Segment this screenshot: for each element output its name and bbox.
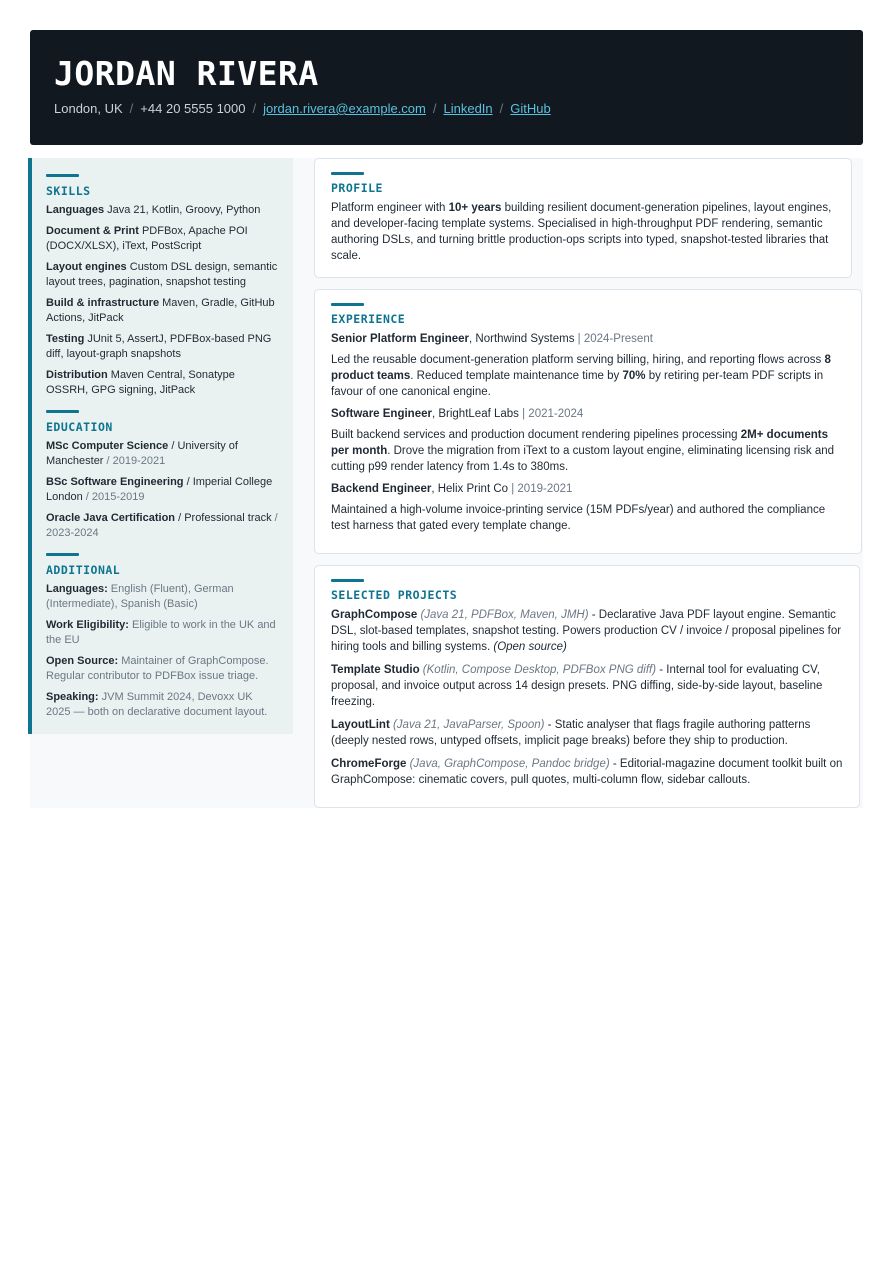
accent-bar bbox=[331, 172, 364, 175]
project-item: GraphCompose (Java 21, PDFBox, Maven, JMH) - Declarative Java PDF layout engine. Semantic DSL, slot-based templates, snapshot testing. Powers production CV / invoice / proposal pipelines for hiring tools and billing systems. (Open source) bbox=[331, 609, 842, 653]
section-title: SELECTED PROJECTS bbox=[331, 588, 458, 602]
linkedin-link[interactable]: LinkedIn bbox=[443, 101, 493, 116]
separator: / bbox=[432, 101, 437, 116]
profile-summary: Platform engineer with 10+ years building resilient document-generation pipelines, layout engines, and developer-facing template systems. Specialised in high-throughput PDF rendering, semantic authoring DSLs, and turning brittle production-ops scripts into typed, snapshot-tested libraries that scale. bbox=[331, 202, 832, 262]
sidebar bbox=[28, 158, 293, 734]
additional-item: Open Source: Maintainer of GraphCompose. Regular contributor to PDFBox issue triage. bbox=[46, 655, 269, 682]
additional-section bbox=[46, 553, 279, 720]
section-title: PROFILE bbox=[331, 181, 383, 195]
education-item: BSc Software Engineering / Imperial College London / 2015-2019 bbox=[46, 476, 273, 503]
skills-section bbox=[46, 174, 279, 398]
accent-bar bbox=[331, 303, 364, 306]
job-description: Maintained a high-volume invoice-printing service (15M PDFs/year) and authored the compliance test harness that gated every template change. bbox=[331, 504, 826, 532]
project-item: ChromeForge (Java, GraphCompose, Pandoc bridge) - Editorial-magazine document toolkit built on GraphCompose: cinematic covers, pull quotes, multi-column flow, sidebar callouts. bbox=[331, 758, 843, 786]
job-description: Built backend services and production document rendering pipelines processing 2M+ documents per month. Drove the migration from iText to a custom layout engine, eliminating licensing risk and cutting p99 render latency from 1.4s to 380ms. bbox=[331, 429, 835, 473]
accent-bar bbox=[46, 553, 79, 556]
education-item: Oracle Java Certification / Professional track / 2023-2024 bbox=[46, 512, 278, 539]
skill-item: Testing JUnit 5, AssertJ, PDFBox-based PNG diff, layout-graph snapshots bbox=[46, 333, 272, 360]
skill-item: Languages Java 21, Kotlin, Groovy, Python bbox=[46, 204, 261, 216]
additional-item: Languages: English (Fluent), German (Intermediate), Spanish (Basic) bbox=[46, 583, 234, 610]
section-title: ADDITIONAL bbox=[46, 563, 121, 577]
education-item: MSc Computer Science / University of Manchester / 2019-2021 bbox=[46, 440, 238, 467]
separator: / bbox=[129, 101, 134, 116]
skill-item: Document & Print PDFBox, Apache POI (DOCX/XLSX), iText, PostScript bbox=[46, 225, 248, 252]
skill-item: Build & infrastructure Maven, Gradle, GitHub Actions, JitPack bbox=[46, 297, 275, 324]
candidate-name: JORDAN RIVERA bbox=[54, 54, 319, 93]
job-heading: Senior Platform Engineer, Northwind Systems | 2024-Present bbox=[331, 333, 653, 345]
resume-header bbox=[30, 30, 863, 145]
section-title: EXPERIENCE bbox=[331, 312, 406, 326]
project-item: Template Studio (Kotlin, Compose Desktop, PDFBox PNG diff) - Internal tool for evaluating CV, proposal, and invoice output across 14 design presets. PNG diffing, side-by-side layout, baseline freezing. bbox=[331, 664, 823, 708]
separator: / bbox=[499, 101, 504, 116]
accent-bar bbox=[46, 410, 79, 413]
job-description: Led the reusable document-generation platform serving billing, hiring, and reporting flows across 8 product teams. Reduced template maintenance time by 70% by retiring per-team PDF scripts in favour of one canonical engine. bbox=[331, 354, 831, 398]
contact-line bbox=[54, 101, 551, 116]
skill-item: Distribution Maven Central, Sonatype OSSRH, GPG signing, JitPack bbox=[46, 369, 235, 396]
skill-item: Layout engines Custom DSL design, semantic layout trees, pagination, snapshot testing bbox=[46, 261, 278, 288]
profile-card bbox=[314, 158, 852, 278]
additional-item: Speaking: JVM Summit 2024, Devoxx UK 2025 — both on declarative document layout. bbox=[46, 691, 268, 718]
additional-item: Work Eligibility: Eligible to work in the UK and the EU bbox=[46, 619, 276, 646]
section-title: SKILLS bbox=[46, 184, 91, 198]
education-section bbox=[46, 410, 279, 541]
experience-card bbox=[314, 289, 862, 554]
github-link[interactable]: GitHub bbox=[510, 101, 551, 116]
project-item: LayoutLint (Java 21, JavaParser, Spoon) - Static analyser that flags fragile authoring patterns (deeply nested rows, untyped offsets, implicit page breaks) before they ship to production. bbox=[331, 719, 811, 747]
email-link[interactable]: jordan.rivera@example.com bbox=[263, 101, 426, 116]
location: London, UK bbox=[54, 101, 123, 116]
separator: / bbox=[252, 101, 257, 116]
accent-bar bbox=[331, 579, 364, 582]
projects-card bbox=[314, 565, 860, 808]
job-heading: Backend Engineer, Helix Print Co | 2019-2021 bbox=[331, 483, 573, 495]
job-heading: Software Engineer, BrightLeaf Labs | 2021-2024 bbox=[331, 408, 584, 420]
section-title: EDUCATION bbox=[46, 420, 113, 434]
phone: +44 20 5555 1000 bbox=[140, 101, 246, 116]
accent-bar bbox=[46, 174, 79, 177]
